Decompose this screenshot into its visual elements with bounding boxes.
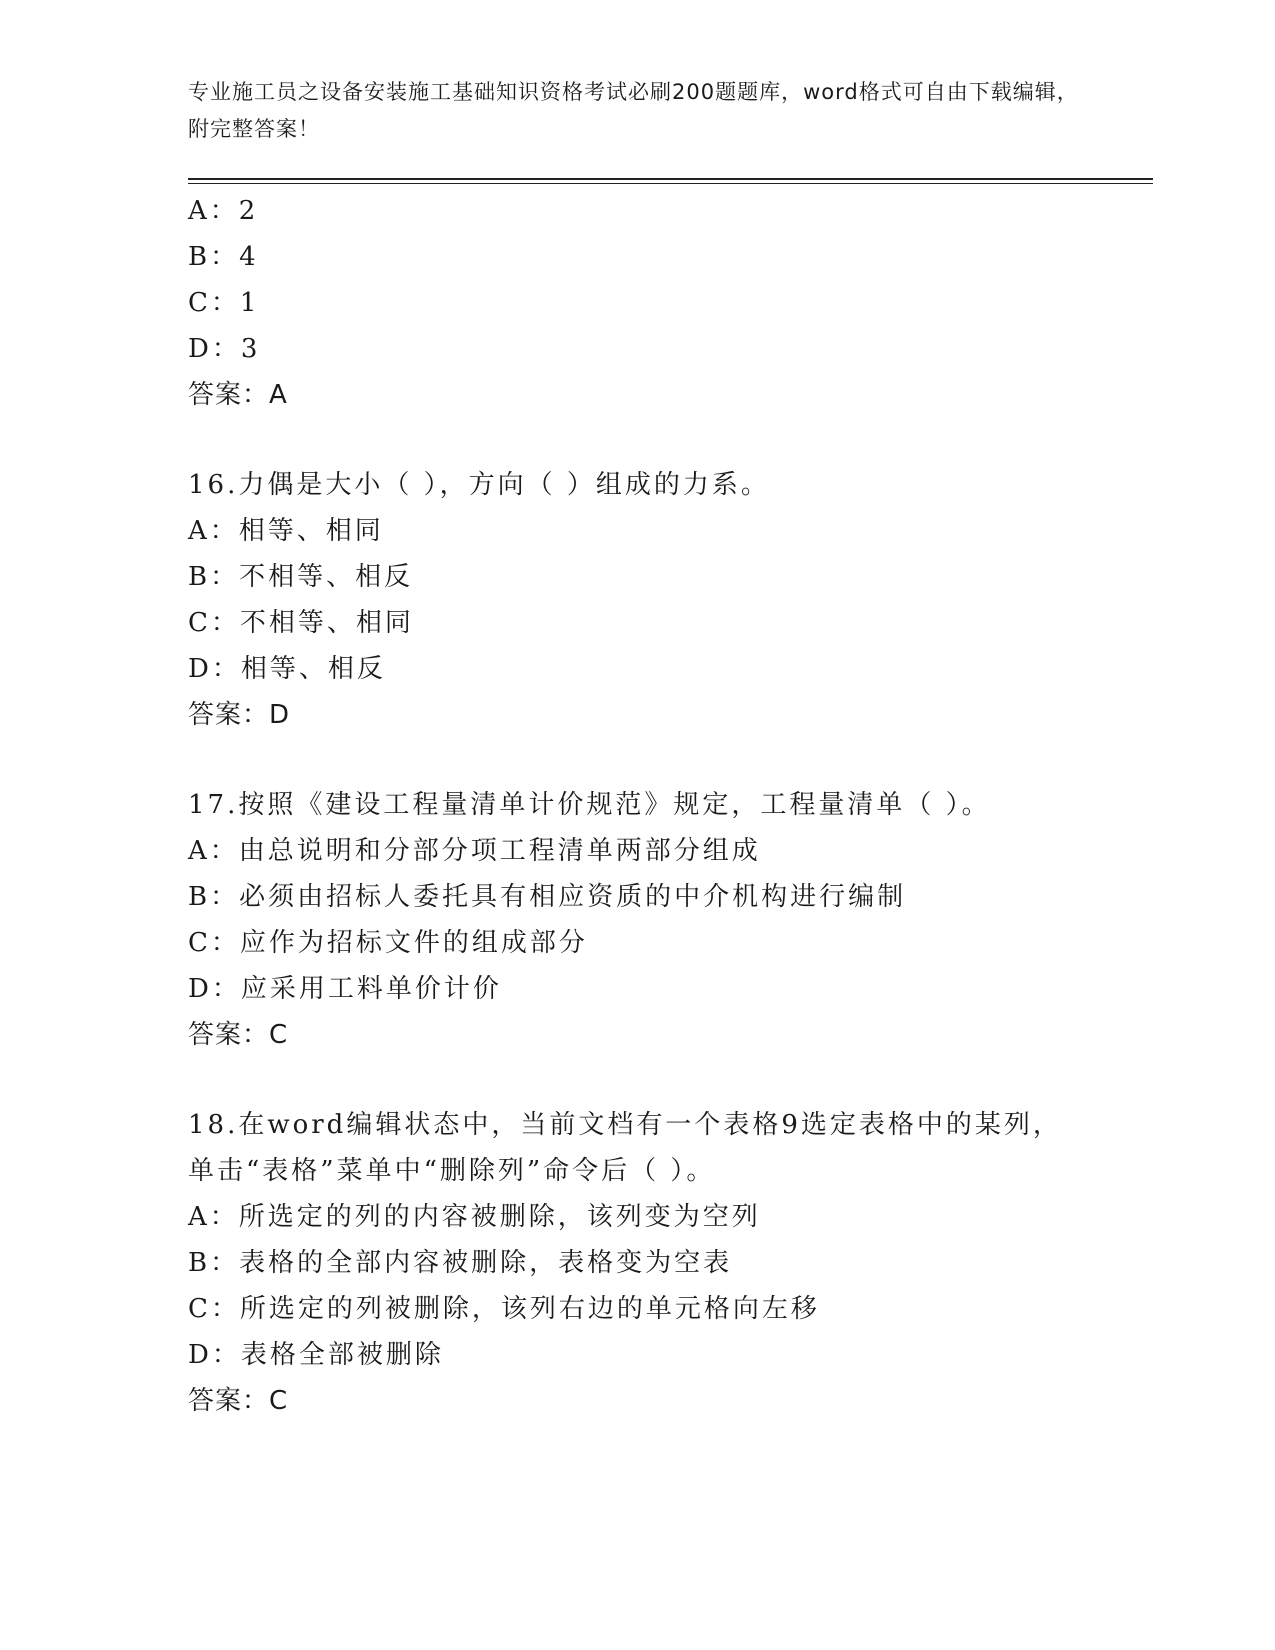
question-block-17	[188, 782, 1153, 1058]
question-block-15	[188, 188, 1153, 418]
header-rule-thin	[188, 183, 1153, 184]
answer-line: 答案：C	[188, 1020, 289, 1050]
question-stem-line-1: 18.在word编辑状态中，当前文档有一个表格9选定表格中的某列，	[188, 1110, 1062, 1140]
option-a: A：所选定的列的内容被删除，该列变为空列	[188, 1202, 761, 1232]
option-d: D：相等、相反	[188, 654, 386, 684]
option-a: A：相等、相同	[188, 516, 384, 546]
question-block-16	[188, 462, 1153, 738]
question-stem: 16.力偶是大小（ ），方向（ ）组成的力系。	[188, 470, 770, 500]
option-c: C：应作为招标文件的组成部分	[188, 928, 588, 958]
option-d: D：表格全部被删除	[188, 1340, 444, 1370]
option-c: C：不相等、相同	[188, 608, 414, 638]
answer-line: 答案：A	[188, 380, 288, 410]
question-stem-line-2: 单击“表格”菜单中“删除列”命令后（ ）。	[188, 1156, 716, 1186]
document-title: 专业施工员之设备安装施工基础知识资格考试必刷200题题库，word格式可自由下载编辑，附完整答案！	[188, 80, 1079, 141]
option-c: C：1	[188, 288, 260, 318]
option-b: B：4	[188, 242, 259, 272]
option-b: B：必须由招标人委托具有相应资质的中介机构进行编制	[188, 882, 907, 912]
document-header	[188, 74, 1088, 148]
header-rule-thick	[188, 178, 1153, 180]
question-list	[188, 188, 1153, 1424]
option-a: A：2	[188, 196, 259, 226]
option-c: C：所选定的列被删除，该列右边的单元格向左移	[188, 1294, 820, 1324]
option-b: B：不相等、相反	[188, 562, 414, 592]
question-stem: 17.按照《建设工程量清单计价规范》规定，工程量清单（ ）。	[188, 790, 991, 820]
option-a: A：由总说明和分部分项工程清单两部分组成	[188, 836, 761, 866]
option-d: D：3	[188, 334, 261, 364]
option-d: D：应采用工料单价计价	[188, 974, 502, 1004]
question-block-18	[188, 1102, 1153, 1424]
option-b: B：表格的全部内容被删除，表格变为空表	[188, 1248, 733, 1278]
answer-line: 答案：D	[188, 700, 291, 730]
answer-line: 答案：C	[188, 1386, 289, 1416]
